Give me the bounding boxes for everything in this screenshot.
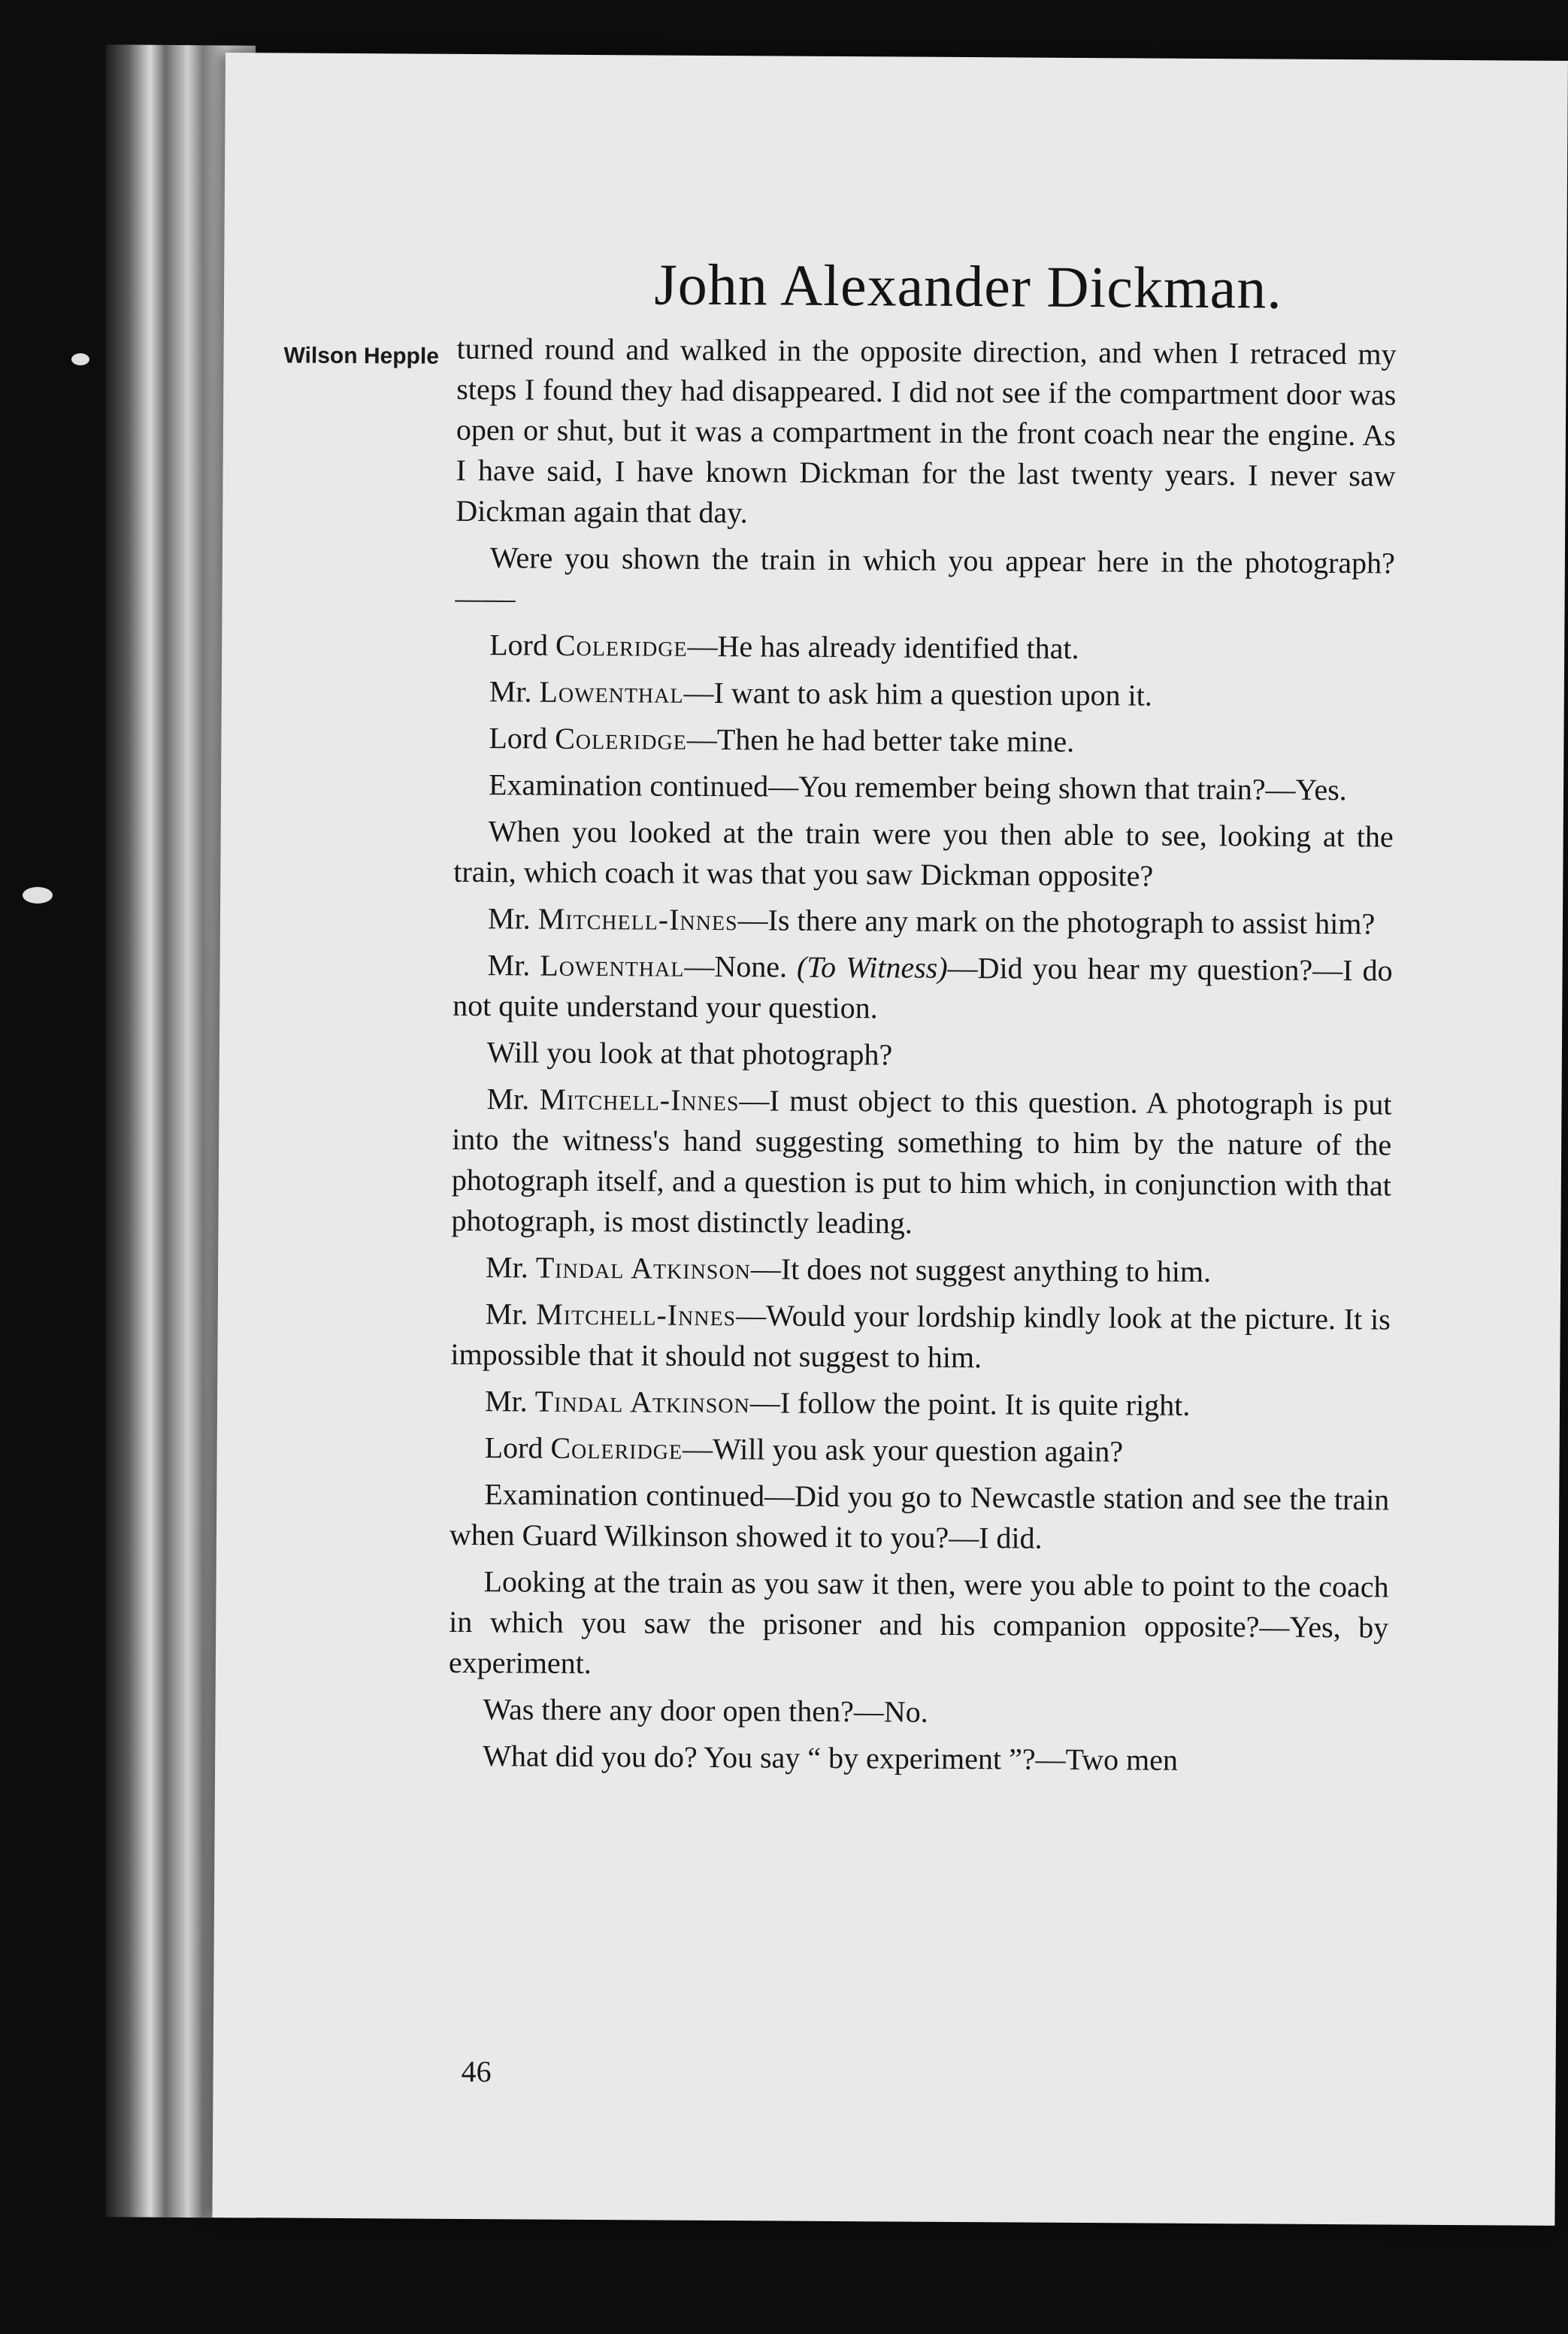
page-body-text	[448, 328, 1397, 1788]
text-run: When you looked at the train were you then able to see, looking at the train, which coach it was that you saw Dickman opposite?	[453, 814, 1394, 893]
speaker-name: Coleridge	[555, 628, 688, 663]
text-run: Mr.	[485, 1297, 537, 1331]
paragraph	[455, 671, 1394, 718]
speaker-name: Mitchell-Innes	[537, 901, 738, 937]
paragraph	[448, 1689, 1388, 1736]
paragraph	[450, 1381, 1390, 1427]
speaker-name: Tindal Atkinson	[535, 1250, 752, 1286]
text-run: —I follow the point. It is quite right.	[749, 1385, 1191, 1422]
paragraph	[450, 1474, 1390, 1561]
page-number: 46	[461, 2054, 492, 2089]
text-run: —None.	[684, 949, 798, 984]
paragraph	[451, 1079, 1391, 1247]
text-run: Examination continued—Did you go to Newcastle station and see the train when Guard Wilkinson showed it to you?—I did.	[449, 1477, 1390, 1555]
text-run: —Will you ask your question again?	[682, 1431, 1124, 1469]
text-run: turned round and walked in the opposite direction, and when I retraced my steps I found they had disappeared. I did not see if the compartment door was open or shut, but it was a compartment in the front coach near the engine. As I have said, I have known Dickman for the last twenty years. I never saw Dickman again that day.	[456, 331, 1397, 530]
stage-direction: (To Witness)	[796, 949, 948, 985]
paragraph	[453, 1032, 1392, 1079]
text-run: —Then he had better take mine.	[686, 722, 1075, 758]
text-run: —It does not suggest anything to him.	[750, 1252, 1212, 1289]
running-head: John Alexander Dickman.	[654, 251, 1283, 321]
paragraph	[455, 537, 1395, 625]
paragraph	[455, 625, 1394, 671]
book-page	[212, 53, 1568, 2226]
paragraph	[453, 898, 1393, 945]
paragraph	[448, 1736, 1388, 1782]
paragraph	[456, 328, 1397, 537]
margin-note: Wilson Hepple	[283, 343, 440, 369]
text-run: Lord	[484, 1430, 551, 1465]
paragraph	[454, 764, 1394, 811]
paragraph	[451, 1247, 1391, 1294]
text-run: —I want to ask him a question upon it.	[683, 675, 1152, 713]
speaker-name: Coleridge	[550, 1430, 683, 1466]
text-run: —Would your lordship kindly look at the picture. It is impossible that it should not suggest to him.	[450, 1298, 1391, 1375]
text-run: Looking at the train as you saw it then, were you able to point to the coach in which you saw the prisoner and his companion opposite?—Yes, by experiment.	[448, 1564, 1389, 1681]
paragraph	[449, 1561, 1389, 1689]
text-run: Mr.	[487, 948, 540, 982]
text-run: Mr.	[485, 1250, 536, 1285]
text-run: What did you do? You say “ by experiment ”?—Two men	[483, 1739, 1179, 1777]
speaker-name: Mitchell-Innes	[539, 1082, 740, 1118]
paragraph	[453, 945, 1393, 1032]
text-run: Was there any door open then?—No.	[483, 1692, 928, 1729]
text-run: Were you shown the train in which you appear here in the photograph?——	[455, 540, 1396, 616]
text-run: Will you look at that photograph?	[486, 1035, 893, 1072]
dust-speck	[23, 887, 53, 904]
text-run: Mr.	[487, 901, 538, 936]
text-run: —Is there any mark on the photograph to assist him?	[737, 903, 1376, 941]
dust-speck	[71, 353, 89, 365]
text-run: —Did you hear my question?—I do not quite understand your question.	[453, 950, 1393, 1025]
text-run: Mr.	[486, 1082, 540, 1116]
speaker-name: Coleridge	[555, 721, 687, 756]
text-run: Mr.	[489, 674, 540, 709]
text-run: Examination continued—You remember being shown that train?—Yes.	[488, 767, 1347, 807]
text-run: —He has already identified that.	[687, 628, 1079, 665]
text-run: —I must object to this question. A photograph is put into the witness's hand suggesting something to him by the nature of the photograph itself, and a question is put to him which, in conjunction with that photograph, is most distinctly leading.	[451, 1083, 1392, 1240]
speaker-name: Mitchell-Innes	[536, 1297, 737, 1333]
speaker-name: Tindal Atkinson	[534, 1384, 750, 1420]
paragraph	[453, 811, 1394, 898]
text-run: Lord	[489, 628, 556, 662]
paragraph	[450, 1294, 1391, 1381]
speaker-name: Lowenthal	[539, 674, 684, 710]
paragraph	[450, 1427, 1390, 1474]
text-run: Lord	[489, 721, 555, 755]
paragraph	[454, 718, 1394, 764]
speaker-name: Lowenthal	[540, 948, 685, 983]
text-run: Mr.	[484, 1384, 535, 1418]
